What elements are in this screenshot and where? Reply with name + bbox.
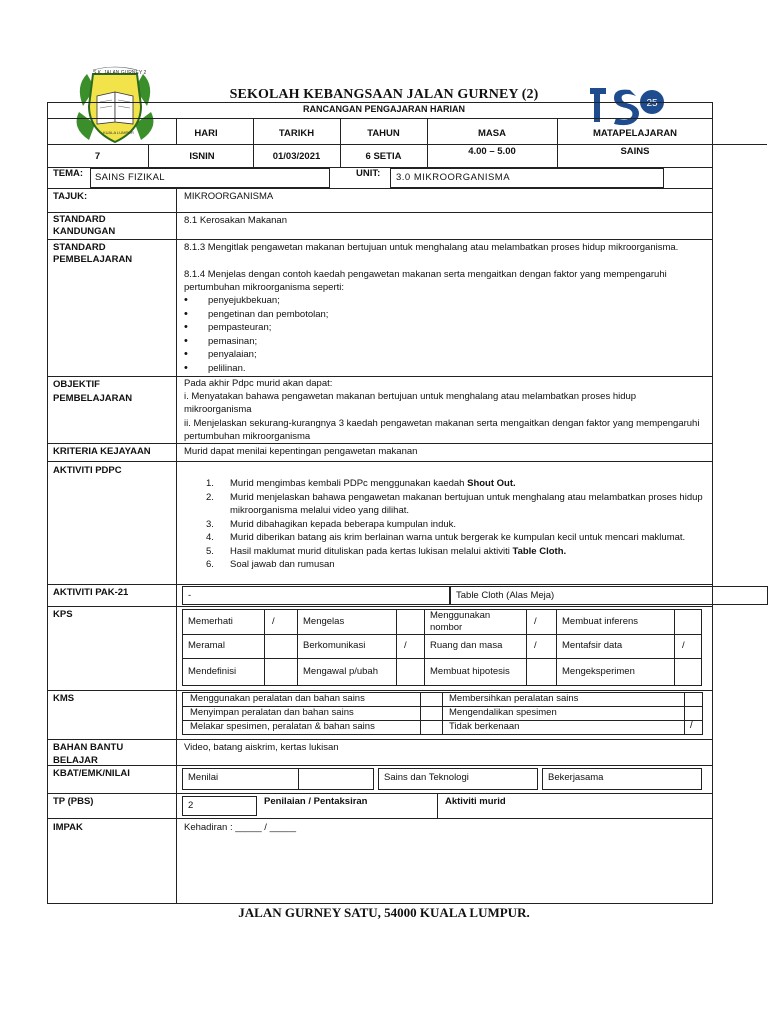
form-title: RANCANGAN PENGAJARAN HARIAN (302, 104, 465, 114)
objektif-label: OBJEKTIF PEMBELAJARAN (53, 379, 133, 404)
step-text: Hasil maklumat murid dituliskan pada kertas lukisan melalui aktiviti (230, 545, 513, 557)
tp-label: TP (PBS) (53, 796, 94, 807)
kps-checkmark: / (534, 640, 537, 651)
kriteria-label: KRITERIA KEJAYAAN (53, 446, 151, 457)
kps-skill: Mendefinisi (188, 666, 237, 677)
tajuk-label: TAJUK: (53, 191, 88, 202)
pak21-value-1: - (188, 590, 192, 601)
divider (47, 212, 713, 213)
kps-skill: Meramal (188, 640, 225, 651)
header-masa: MASA (478, 128, 506, 139)
divider (424, 609, 425, 686)
list-item: • penyalaian; (184, 348, 484, 362)
value-matapelajaran: SAINS (620, 146, 650, 157)
kms-left-2: Menyimpan peralatan dan bahan sains (190, 707, 354, 718)
activity-step (206, 477, 706, 491)
pak21-label: AKTIVITI PAK-21 (53, 587, 129, 598)
divider (47, 239, 713, 240)
activity-steps-list (206, 477, 706, 572)
divider (47, 443, 713, 444)
kps-skill: Mengawal p/ubah (303, 666, 378, 677)
list-item: • pempasteuran; (184, 321, 484, 335)
bahan-value: Video, batang aiskrim, kertas lukisan (184, 742, 339, 753)
divider (47, 765, 713, 766)
pak21-value-2: Table Cloth (Alas Meja) (456, 590, 555, 601)
header-tarikh: TARIKH (278, 128, 315, 139)
activity-step (206, 558, 706, 572)
standard-kandungan-value: 8.1 Kerosakan Makanan (184, 215, 287, 226)
divider (47, 818, 713, 819)
divider (47, 144, 767, 145)
value-hari: ISNIN (189, 151, 215, 162)
standard-pembelajaran-label: STANDARD PEMBELAJARAN (53, 242, 133, 265)
list-item: • pengetinan dan pembotolan; (184, 308, 484, 322)
divider (526, 609, 527, 686)
divider (297, 609, 298, 686)
header-matapelajaran: MATAPELAJARAN (592, 128, 678, 139)
divider (47, 376, 713, 377)
list-item: • penyejukbekuan; (184, 294, 484, 308)
tema-value: SAINS FIZIKAL (95, 172, 165, 183)
crest-top-text: S.K. JALAN GURNEY 2 (93, 70, 147, 76)
preservation-method-list (184, 294, 484, 375)
divider (47, 461, 713, 462)
kms-left-3: Melakar spesimen, peralatan & bahan sains (190, 721, 375, 732)
kms-right-3: Tidak berkenaan (449, 721, 520, 732)
step-number: 1. (206, 478, 214, 489)
school-name: SEKOLAH KEBANGSAAN JALAN GURNEY (2) (229, 87, 539, 102)
kps-skill: Membuat hipotesis (430, 666, 510, 677)
step-number: 6. (206, 559, 214, 570)
impak-value: Kehadiran : _____ / _____ (184, 822, 296, 833)
divider (420, 692, 421, 735)
step-number: 3. (206, 518, 214, 530)
tema-label: TEMA: (53, 168, 84, 179)
divider (684, 692, 685, 735)
standard-pembelajaran-para1: 8.1.3 Mengitlak pengawetan makanan bertujuan untuk menghalang atau melambatkan proses hidup mikroorganisma. (184, 242, 679, 253)
kps-checkmark: / (404, 640, 407, 651)
divider (442, 692, 443, 735)
kps-label: KPS (53, 609, 73, 620)
crest-bottom-text: KUALA LUMPUR (103, 130, 134, 135)
step-text: Murid diberikan batang ais krim berlainan warna untuk bergerak ke kumpulan kecil untuk mencari maklumat. (230, 532, 686, 543)
divider (396, 609, 397, 686)
unit-value: 3.0 MIKROORGANISMA (396, 172, 511, 183)
pak21-field-1 (182, 586, 450, 605)
penilaian-label: Penilaian / Pentaksiran (264, 796, 368, 807)
divider (47, 739, 713, 740)
objektif-item-1: i. Menyatakan bahawa pengawetan makanan bertujuan untuk menghalang atau melambatkan proses hidup mikroorganisma (184, 391, 637, 415)
impak-label: IMPAK (53, 822, 83, 833)
kbat-value-1: Menilai (188, 772, 219, 783)
step-number: 2. (206, 491, 214, 503)
kps-skill: Membuat inferens (562, 615, 639, 627)
list-item: • pemasinan; (184, 335, 484, 349)
step-text: Murid dibahagikan kepada beberapa kumpulan induk. (230, 518, 457, 530)
kms-right-2: Mengendalikan spesimen (449, 707, 557, 718)
kbat-value-3: Bekerjasama (548, 772, 604, 783)
step-text: Murid mengimbas kembali PDPc menggunakan kaedah (230, 478, 468, 489)
list-item: • pelilinan. (184, 362, 484, 376)
tp-value: 2 (188, 800, 194, 811)
kriteria-value: Murid dapat menilai kepentingan pengawetan makanan (184, 446, 418, 457)
activity-step (206, 518, 706, 532)
step-text: Murid menjelaskan bahawa pengawetan makanan bertujuan untuk menghalang atau melambatkan proses hidup mikroorganisma melalui video yang dilihat. (230, 491, 703, 516)
kps-checkmark: / (272, 615, 275, 627)
kps-skill: Mengeksperimen (562, 666, 635, 677)
unit-label: UNIT: (356, 168, 381, 179)
divider (427, 118, 428, 167)
kbat-label: KBAT/EMK/NILAI (53, 768, 130, 779)
kps-skill: Berkomunikasi (303, 640, 366, 651)
step-method: Table Cloth. (512, 545, 567, 557)
kms-mark-3: / (690, 720, 693, 731)
header-tahun: TAHUN (367, 128, 400, 139)
kms-left-1: Menggunakan peralatan dan bahan sains (190, 693, 365, 704)
divider (557, 118, 558, 167)
value-tarikh: 01/03/2021 (272, 151, 321, 162)
activity-step (206, 491, 706, 518)
tajuk-value: MIKROORGANISMA (184, 191, 274, 202)
kbat-value-2: Sains dan Teknologi (384, 772, 469, 783)
header-hari: HARI (194, 128, 218, 139)
step-method: Shout Out. (467, 478, 516, 489)
kms-right-1: Membersihkan peralatan sains (449, 693, 579, 704)
school-address: JALAN GURNEY SATU, 54000 KUALA LUMPUR. (238, 905, 530, 920)
kps-checkmark: / (682, 640, 685, 651)
divider (47, 793, 713, 794)
divider (148, 144, 149, 167)
value-tahun: 6 SETIA (365, 151, 402, 162)
kps-skill: Memerhati (188, 615, 233, 627)
lesson-number: 7 (94, 151, 101, 162)
kps-skill: Ruang dan masa (430, 640, 503, 651)
aktiviti-murid-label: Aktiviti murid (445, 796, 506, 807)
step-number: 5. (206, 545, 214, 557)
divider (47, 188, 713, 189)
bahan-label: BAHAN BANTU BELAJAR (53, 742, 124, 766)
step-text: Soal jawab dan rumusan (230, 559, 335, 570)
divider (47, 606, 713, 607)
divider (437, 794, 438, 818)
kps-skill: Mentafsir data (562, 640, 623, 651)
standard-pembelajaran-para2: 8.1.4 Menjelas dengan contoh kaedah pengawetan makanan serta mengaitkan dengan faktor yang mempengaruhi pertumbuhan mikroorganisma seperti: (184, 269, 667, 293)
divider (298, 768, 299, 790)
kps-checkmark: / (534, 615, 537, 627)
objektif-item-2: ii. Menjelaskan sekurang-kurangnya 3 kaedah pengawetan makanan serta mengaitkan dengan faktor yang mempengaruhi pertumbuhan mikroorganisma (184, 418, 700, 442)
objektif-intro: Pada akhir Pdpc murid akan dapat: (184, 378, 333, 389)
divider (47, 584, 713, 585)
kps-skill: Mengelas (303, 615, 345, 627)
svg-text:25: 25 (646, 98, 658, 109)
step-number: 4. (206, 532, 214, 543)
divider (47, 118, 713, 119)
aktiviti-label: AKTIVITI PDPC (53, 465, 122, 476)
standard-kandungan-label: STANDARD KANDUNGAN (53, 214, 116, 237)
kps-skill: Menggunakan nombor (430, 609, 491, 633)
kms-label: KMS (53, 693, 75, 704)
activity-step (206, 531, 706, 545)
divider (47, 690, 713, 691)
divider (674, 609, 675, 686)
divider (264, 609, 265, 686)
divider (176, 188, 177, 904)
activity-step (206, 545, 706, 559)
divider (556, 609, 557, 686)
value-masa: 4.00 – 5.00 (468, 146, 516, 157)
